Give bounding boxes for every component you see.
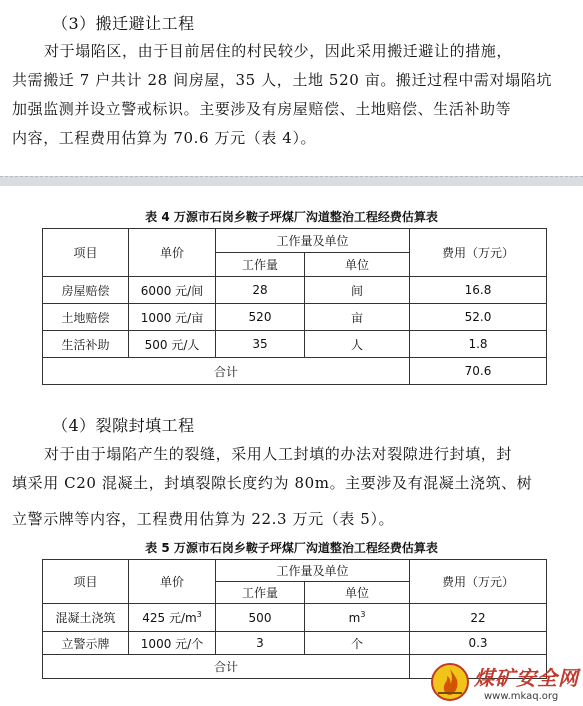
- table-row: [43, 632, 547, 655]
- site-watermark: [428, 658, 583, 706]
- header-cost: 费用（万元）: [410, 560, 547, 604]
- total-value: 70.6: [410, 358, 547, 385]
- cell-unit: 间: [305, 277, 410, 304]
- paragraph-line: 共需搬迁 7 户共计 28 间房屋，35 人，土地 520 亩。搬迁过程中需对塌陷坑: [12, 71, 552, 89]
- header-unit: 单位: [305, 582, 410, 604]
- header-workload: 工作量: [216, 582, 305, 604]
- price-text: 425 元/m: [142, 611, 197, 625]
- watermark-title: 煤矿安全网: [474, 666, 579, 690]
- unit-superscript: 3: [360, 610, 366, 619]
- cell-qty: 3: [216, 632, 305, 655]
- unit-text: 个: [351, 636, 364, 651]
- cell-price: 1000 元/亩: [129, 304, 216, 331]
- cell-item: 混凝土浇筑: [43, 604, 129, 632]
- cell-unit: [305, 632, 410, 655]
- flame-logo-icon: [430, 662, 470, 702]
- table-row: [43, 604, 547, 632]
- cell-cost: 0.3: [410, 632, 547, 655]
- header-price: 单价: [129, 229, 216, 277]
- table-row: [43, 331, 547, 358]
- total-label: 合计: [43, 358, 410, 385]
- fee-table-4: [42, 228, 547, 385]
- cell-qty: 28: [216, 277, 305, 304]
- total-label: 合计: [43, 655, 410, 679]
- cell-item: 立警示牌: [43, 632, 129, 655]
- cell-price: [129, 604, 216, 632]
- cell-unit: 人: [305, 331, 410, 358]
- cell-cost: 1.8: [410, 331, 547, 358]
- paragraph-line: 内容，工程费用估算为 70.6 万元（表 4）。: [12, 129, 317, 147]
- header-item: 项目: [43, 560, 129, 604]
- header-price: 单价: [129, 560, 216, 604]
- table-total-row: [43, 358, 547, 385]
- header-workload-group: 工作量及单位: [216, 229, 410, 253]
- cell-item: 土地赔偿: [43, 304, 129, 331]
- price-superscript: 3: [196, 610, 202, 619]
- header-unit: 单位: [305, 253, 410, 277]
- watermark-url: www.mkaq.org: [484, 691, 559, 702]
- cell-qty: 520: [216, 304, 305, 331]
- cell-cost: 16.8: [410, 277, 547, 304]
- cell-item: 房屋赔偿: [43, 277, 129, 304]
- cell-unit: [305, 604, 410, 632]
- table-row: [43, 277, 547, 304]
- table-caption: 表 4 万源市石岗乡鞍子坪煤厂沟道整治工程经费估算表: [145, 210, 438, 224]
- cell-cost: 22: [410, 604, 547, 632]
- paragraph-line: 对于塌陷区，由于目前居住的村民较少，因此采用搬迁避让的措施，: [44, 42, 513, 60]
- paragraph-line: 加强监测并设立警戒标识。主要涉及有房屋赔偿、土地赔偿、生活补助等: [12, 100, 512, 118]
- cell-qty: 500: [216, 604, 305, 632]
- price-text: 1000 元/个: [140, 636, 204, 651]
- paragraph-line: 填采用 C20 混凝土，封填裂隙长度约为 80m。主要涉及有混凝土浇筑、树: [12, 474, 533, 492]
- header-item: 项目: [43, 229, 129, 277]
- cell-unit: 亩: [305, 304, 410, 331]
- header-workload-group: 工作量及单位: [216, 560, 410, 582]
- section-heading-relocation: （3）搬迁避让工程: [52, 14, 195, 33]
- cell-price: 500 元/人: [129, 331, 216, 358]
- table-caption: 表 5 万源市石岗乡鞍子坪煤厂沟道整治工程经费估算表: [145, 541, 438, 555]
- paragraph-line: 立警示牌等内容，工程费用估算为 22.3 万元（表 5）。: [12, 510, 395, 528]
- cell-cost: 52.0: [410, 304, 547, 331]
- table-row: [43, 304, 547, 331]
- unit-text: m: [348, 611, 361, 625]
- cell-qty: 35: [216, 331, 305, 358]
- cell-price: 6000 元/间: [129, 277, 216, 304]
- header-workload: 工作量: [216, 253, 305, 277]
- header-cost: 费用（万元）: [410, 229, 547, 277]
- section-heading-crack-filling: （4）裂隙封填工程: [52, 416, 195, 435]
- cell-item: 生活补助: [43, 331, 129, 358]
- cell-price: [129, 632, 216, 655]
- paragraph-line: 对于由于塌陷产生的裂缝，采用人工封填的办法对裂隙进行封填，封: [44, 445, 513, 463]
